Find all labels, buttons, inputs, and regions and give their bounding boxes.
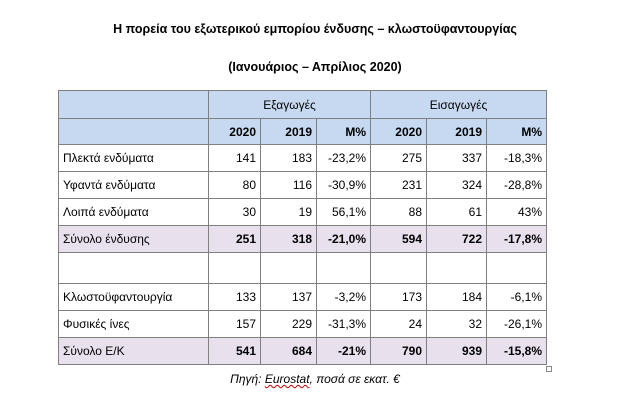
- imports-2020-header: 2020: [371, 119, 427, 145]
- imports-change-cell: -15,8%: [487, 338, 547, 365]
- exports-change-cell: -31,3%: [317, 311, 371, 338]
- imports-2020-cell: 231: [371, 172, 427, 199]
- imports-change-cell: 43%: [487, 199, 547, 226]
- trade-table: [58, 90, 547, 365]
- imports-2019-cell: 184: [427, 284, 487, 311]
- source-suffix: , ποσά σε εκατ. €: [309, 372, 400, 386]
- row-label: Λοιπά ενδύματα: [59, 199, 209, 226]
- exports-2019-cell: 318: [261, 226, 317, 253]
- imports-header: Εισαγωγές: [371, 91, 547, 119]
- imports-2019-cell: 722: [427, 226, 487, 253]
- exports-2020-header: 2020: [209, 119, 261, 145]
- exports-2020-cell: 141: [209, 145, 261, 172]
- source-name: Eurostat: [264, 372, 310, 386]
- table-row: [59, 311, 547, 338]
- imports-2019-header: 2019: [427, 119, 487, 145]
- exports-2020-cell: 541: [209, 338, 261, 365]
- source-note: [0, 372, 630, 386]
- imports-2019-cell: 324: [427, 172, 487, 199]
- exports-2019-cell: 137: [261, 284, 317, 311]
- exports-change-cell: -30,9%: [317, 172, 371, 199]
- exports-2020-cell: 251: [209, 226, 261, 253]
- exports-2020-cell: 133: [209, 284, 261, 311]
- imports-2020-cell: 790: [371, 338, 427, 365]
- table-subtitle: (Ιανουάριος – Απρίλιος 2020): [228, 60, 402, 74]
- total-row: [59, 226, 547, 253]
- spacer-row: [59, 253, 547, 284]
- group-header-row: [59, 91, 547, 119]
- imports-2020-cell: 275: [371, 145, 427, 172]
- exports-2019-cell: 229: [261, 311, 317, 338]
- row-label: Πλεκτά ενδύματα: [59, 145, 209, 172]
- imports-2020-cell: 88: [371, 199, 427, 226]
- imports-change-cell: -18,3%: [487, 145, 547, 172]
- exports-2019-cell: 684: [261, 338, 317, 365]
- exports-change-cell: -21%: [317, 338, 371, 365]
- total-row: [59, 338, 547, 365]
- exports-2019-header: 2019: [261, 119, 317, 145]
- corner-cell: [59, 91, 209, 119]
- imports-2019-cell: 337: [427, 145, 487, 172]
- exports-change-cell: -3,2%: [317, 284, 371, 311]
- row-label: Κλωστοϋφαντουργία: [59, 284, 209, 311]
- imports-change-cell: -28,8%: [487, 172, 547, 199]
- row-label: Υφαντά ενδύματα: [59, 172, 209, 199]
- exports-2020-cell: 157: [209, 311, 261, 338]
- table-title: Η πορεία του εξωτερικού εμπορίου ένδυσης – κλωστοϋφαντουργίας: [113, 22, 517, 36]
- imports-2020-cell: 594: [371, 226, 427, 253]
- imports-change-header: Μ%: [487, 119, 547, 145]
- table-row: [59, 199, 547, 226]
- table-row: [59, 284, 547, 311]
- exports-header: Εξαγωγές: [209, 91, 371, 119]
- exports-2020-cell: 30: [209, 199, 261, 226]
- table-row: [59, 172, 547, 199]
- imports-change-cell: -6,1%: [487, 284, 547, 311]
- source-prefix: Πηγή:: [230, 372, 265, 386]
- exports-change-cell: 56,1%: [317, 199, 371, 226]
- row-label: Σύνολο Ε/Κ: [59, 338, 209, 365]
- exports-2020-cell: 80: [209, 172, 261, 199]
- exports-change-cell: -23,2%: [317, 145, 371, 172]
- imports-2020-cell: 24: [371, 311, 427, 338]
- imports-change-cell: -26,1%: [487, 311, 547, 338]
- imports-2020-cell: 173: [371, 284, 427, 311]
- exports-change-header: Μ%: [317, 119, 371, 145]
- corner-cell: [59, 119, 209, 145]
- imports-2019-cell: 61: [427, 199, 487, 226]
- imports-2019-cell: 32: [427, 311, 487, 338]
- exports-2019-cell: 116: [261, 172, 317, 199]
- exports-change-cell: -21,0%: [317, 226, 371, 253]
- year-header-row: [59, 119, 547, 145]
- imports-change-cell: -17,8%: [487, 226, 547, 253]
- imports-2019-cell: 939: [427, 338, 487, 365]
- row-label: Σύνολο ένδυσης: [59, 226, 209, 253]
- exports-2019-cell: 183: [261, 145, 317, 172]
- row-label: Φυσικές ίνες: [59, 311, 209, 338]
- table-row: [59, 145, 547, 172]
- exports-2019-cell: 19: [261, 199, 317, 226]
